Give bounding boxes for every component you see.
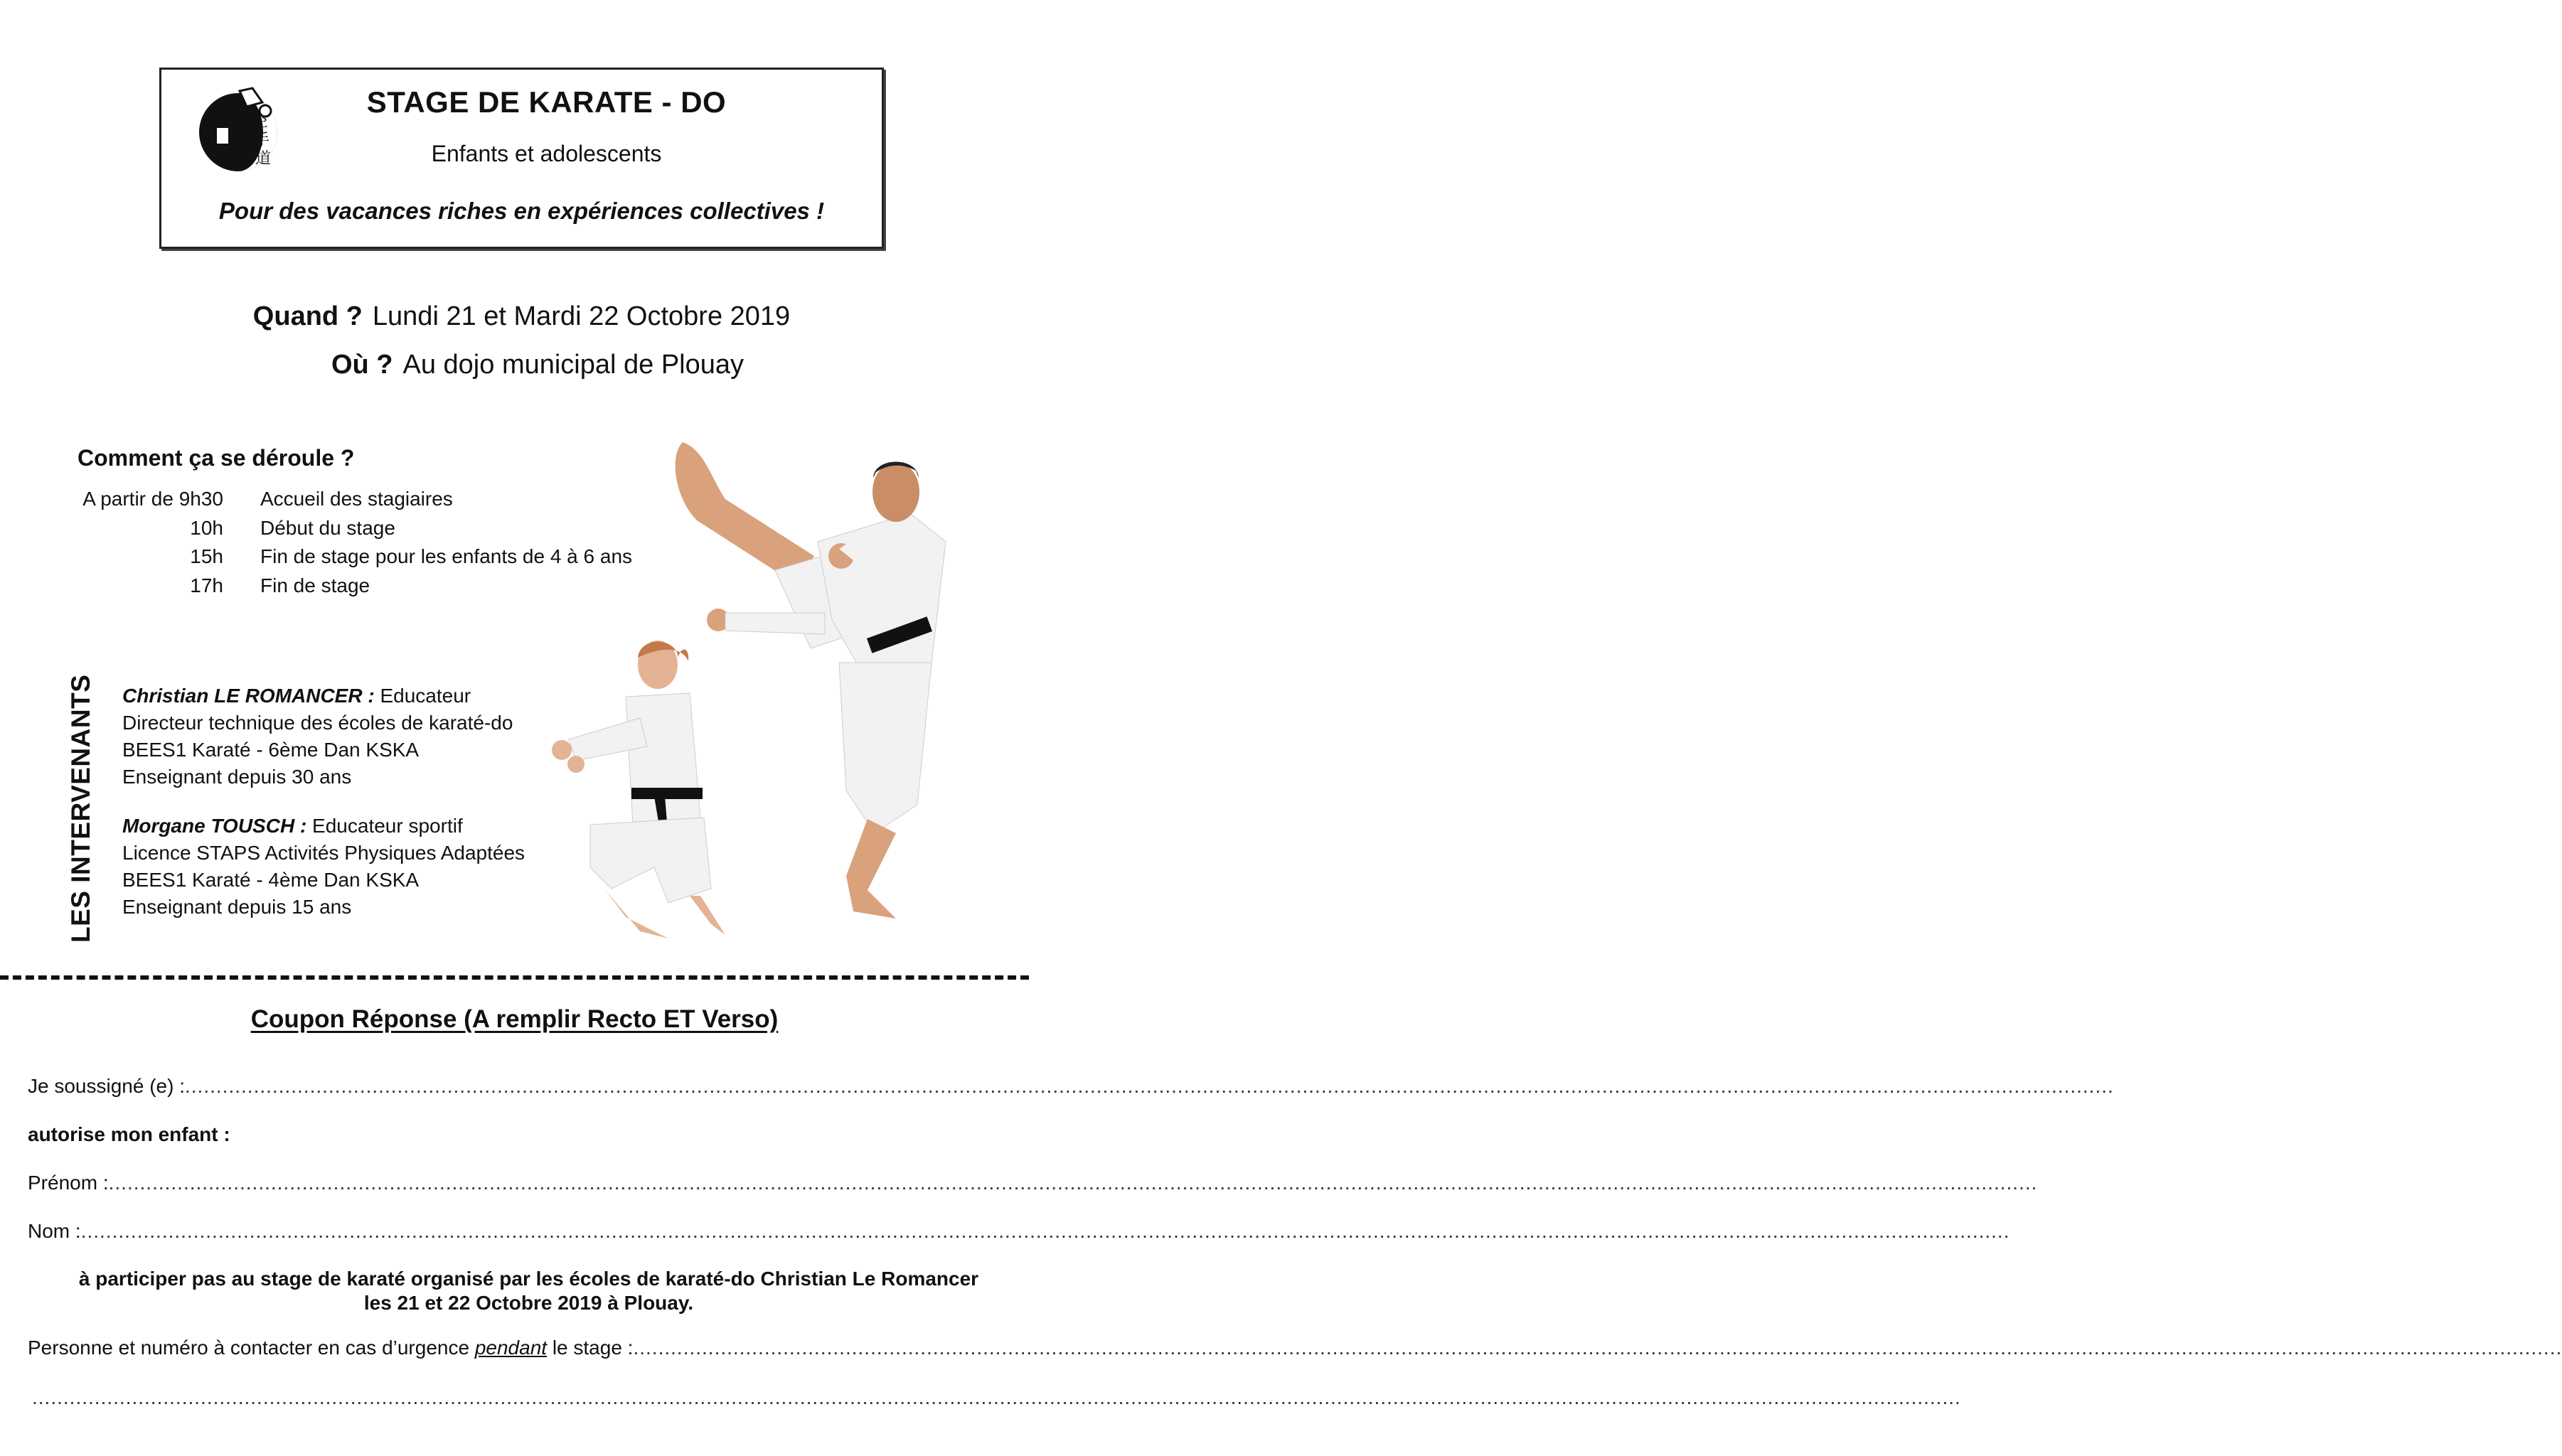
lastname-label: Nom :	[28, 1220, 81, 1242]
instructor-name: Morgane TOUSCH :	[122, 815, 307, 837]
schedule-desc: Fin de stage	[260, 574, 370, 596]
emergency-contact-field-continued[interactable]	[32, 1386, 1961, 1409]
firstname-field[interactable]	[28, 1172, 2038, 1194]
when-line	[0, 301, 1029, 332]
instructor-heading	[122, 682, 513, 710]
page-subtitle: Enfants et adolescents	[431, 141, 662, 166]
schedule-time: 17h	[190, 574, 223, 596]
schedule-row	[78, 485, 632, 514]
instructor-detail: Enseignant depuis 30 ans	[122, 766, 352, 788]
instructor-heading	[122, 813, 525, 840]
where-line	[0, 350, 1029, 380]
schedule-desc: Début du stage	[260, 516, 395, 539]
firstname-label: Prénom :	[28, 1172, 109, 1194]
emphasis-pendant: pendant	[474, 1337, 548, 1359]
schedule-desc: Accueil des stagiaires	[260, 488, 453, 510]
instructor-role: Educateur	[374, 685, 471, 707]
emergency-label: Personne et numéro à contacter en cas d’urgence pendant le stage :	[28, 1337, 634, 1359]
undersigned-label: Je soussigné (e) :	[28, 1075, 185, 1097]
fill-dots: .....................................................................................................................................................................................................................................................................................................................	[32, 1386, 1961, 1408]
cut-line	[0, 975, 1029, 980]
instructor-card	[122, 682, 513, 791]
fill-dots: .....................................................................................................................................................................................................................................................................................................................	[108, 1172, 2038, 1194]
consent-line: à participer pas au stage de karaté organisé par les écoles de karaté-do Christian Le Romancer	[78, 1268, 979, 1290]
svg-text:空: 空	[252, 113, 269, 131]
instructors-section-label: LES INTERVENANTS	[66, 674, 95, 943]
where-label: Où ?	[331, 350, 393, 380]
page-title: STAGE DE KARATE - DO	[366, 85, 727, 119]
schedule-row	[78, 514, 632, 543]
karateka-stance-photo	[548, 633, 725, 946]
schedule-row	[78, 572, 632, 601]
fill-dots: .....................................................................................................................................................................................................................................................................................................................	[185, 1075, 2114, 1097]
tagline: Pour des vacances riches en expériences collectives !	[218, 198, 825, 224]
svg-text:手: 手	[254, 132, 270, 149]
schedule-time: A partir de 9h30	[82, 488, 223, 510]
emergency-contact-field[interactable]	[28, 1337, 2562, 1359]
program-title: Comment ça se déroule ?	[78, 445, 355, 471]
instructor-detail: Enseignant depuis 15 ans	[122, 896, 352, 918]
svg-text:道: 道	[255, 150, 272, 168]
instructor-card	[122, 813, 525, 921]
consent-text	[0, 1267, 1029, 1315]
instructor-role: Educateur sportif	[306, 815, 463, 837]
instructor-detail: BEES1 Karaté - 4ème Dan KSKA	[122, 869, 420, 891]
fill-dots: .....................................................................................................................................................................................................................................................................................................................	[633, 1337, 2562, 1359]
schedule-time: 10h	[190, 516, 223, 539]
coupon-title: Coupon Réponse (A remplir Recto ET Verso)	[250, 1005, 779, 1033]
when-label: Quand ?	[252, 301, 363, 331]
instructor-detail: Directeur technique des écoles de karaté-do	[122, 712, 513, 734]
schedule-time: 15h	[190, 545, 223, 568]
consent-line: les 21 et 22 Octobre 2019 à Plouay.	[363, 1292, 694, 1314]
schedule	[78, 485, 632, 600]
lastname-field[interactable]	[28, 1220, 2010, 1243]
schedule-desc: Fin de stage pour les enfants de 4 à 6 ans	[260, 545, 633, 568]
fill-dots: .....................................................................................................................................................................................................................................................................................................................	[80, 1220, 2010, 1242]
instructor-detail: BEES1 Karaté - 6ème Dan KSKA	[122, 739, 420, 761]
instructor-name: Christian LE ROMANCER :	[122, 685, 375, 707]
where-value: Au dojo municipal de Plouay	[402, 350, 744, 380]
when-value: Lundi 21 et Mardi 22 Octobre 2019	[372, 301, 791, 331]
header-box	[159, 68, 884, 249]
schedule-row	[78, 542, 632, 572]
instructor-detail: Licence STAPS Activités Physiques Adaptées	[122, 842, 525, 864]
authorize-label: autorise mon enfant :	[28, 1123, 230, 1145]
undersigned-field[interactable]	[28, 1075, 2114, 1098]
